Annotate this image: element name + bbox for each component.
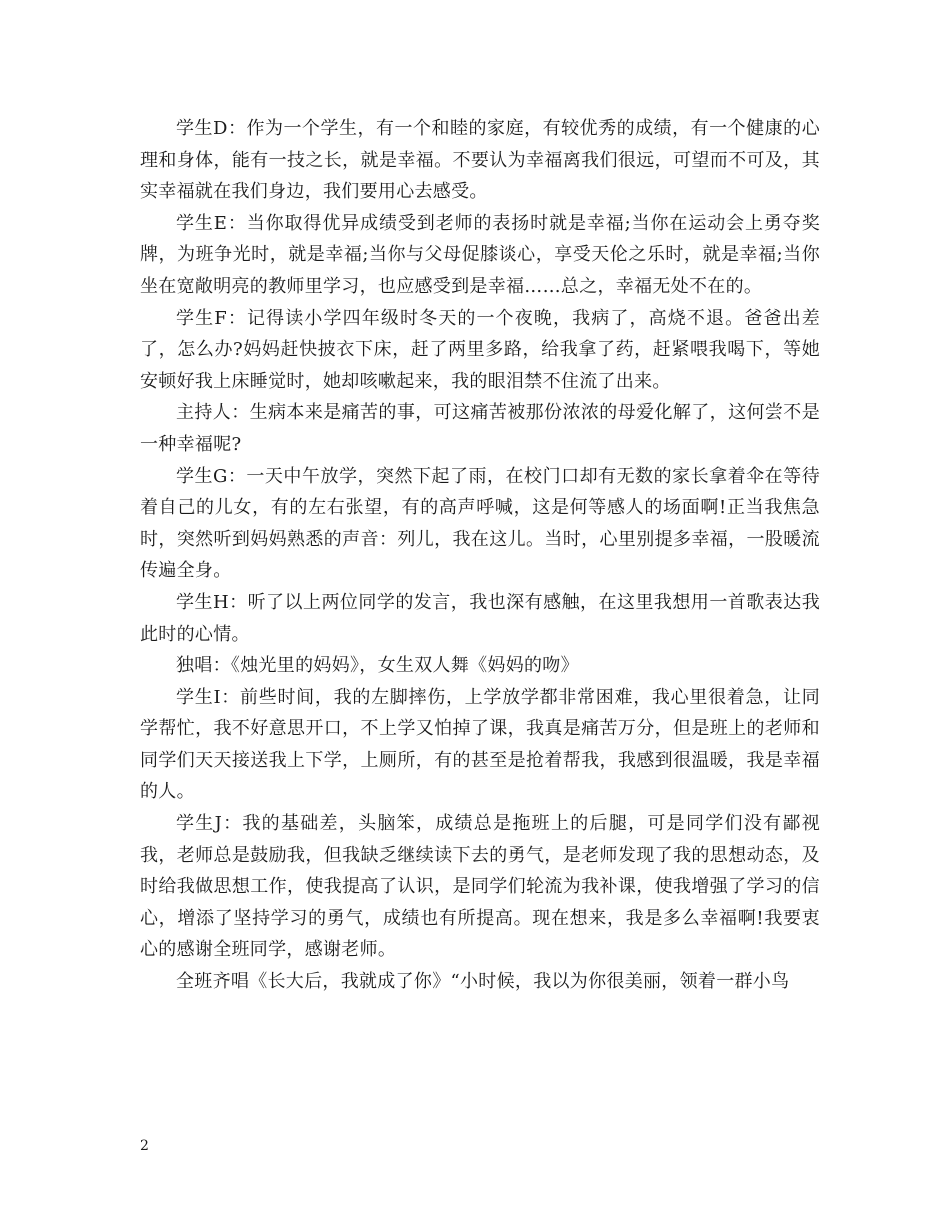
paragraph-host: 主持人：生病本来是痛苦的事，可这痛苦被那份浓浓的母爱化解了，这何尝不是一种幸福呢?	[140, 402, 820, 455]
paragraph-student-d: 学生D：作为一个学生，有一个和睦的家庭，有较优秀的成绩，有一个健康的心理和身体，能有一技之长，就是幸福。不要认为幸福离我们很远，可望而不可及，其实幸福就在我们身边，我们要用心去感受。	[140, 118, 820, 203]
paragraph-student-g: 学生G：一天中午放学，突然下起了雨，在校门口却有无数的家长拿着伞在等待着自己的儿女，有的左右张望，有的高声呼喊，这是何等感人的场面啊!正当我焦急时，突然听到妈妈熟悉的声音：列儿，我在这儿。当时，心里别提多幸福，一股暖流传遍全身。	[140, 465, 820, 582]
page-number: 2	[140, 1138, 149, 1154]
paragraph-solo-song: 独唱：《烛光里的妈妈》，女生双人舞《妈妈的吻》	[176, 655, 579, 677]
paragraph-student-i: 学生I：前些时间，我的左脚摔伤，上学放学都非常困难，我心里很着急，让同学帮忙，我不好意思开口，不上学又怕掉了课，我真是痛苦万分，但是班上的老师和同学们天天接送我上下学，上厕所，有的甚至是抢着帮我，我感到很温暖，我是幸福的人。	[140, 686, 820, 803]
body-text	[140, 113, 820, 998]
paragraph-student-j: 学生J：我的基础差，头脑笨，成绩总是拖班上的后腿，可是同学们没有鄙视我，老师总是鼓励我，但我缺乏继续读下去的勇气，是老师发现了我的思想动态，及时给我做思想工作，使我提高了认识，是同学们轮流为我补课，使我增强了学习的信心，增添了坚持学习的勇气，成绩也有所提高。现在想来，我是多么幸福啊!我要衷心的感谢全班同学，感谢老师。	[140, 813, 820, 961]
paragraph-student-h: 学生H：听了以上两位同学的发言，我也深有感触，在这里我想用一首歌表达我此时的心情。	[140, 591, 820, 645]
paragraph-student-e: 学生E：当你取得优异成绩受到老师的表扬时就是幸福;当你在运动会上勇夺奖牌，为班争光时，就是幸福;当你与父母促膝谈心，享受天伦之乐时，就是幸福;当你坐在宽敞明亮的教师里学习，也应感受到是幸福……总之，幸福无处不在的。	[140, 212, 820, 297]
paragraph-class-chorus: 全班齐唱《长大后，我就成了你》“小时候，我以为你很美丽，领着一群小鸟	[176, 971, 790, 993]
paragraph-student-f: 学生F：记得读小学四年级时冬天的一个夜晚，我病了，高烧不退。爸爸出差了，怎么办?妈妈赶快披衣下床，赶了两里多路，给我拿了药，赶紧喂我喝下，等她安顿好我上床睡觉时，她却咳嗽起来，我的眼泪禁不住流了出来。	[140, 307, 820, 392]
